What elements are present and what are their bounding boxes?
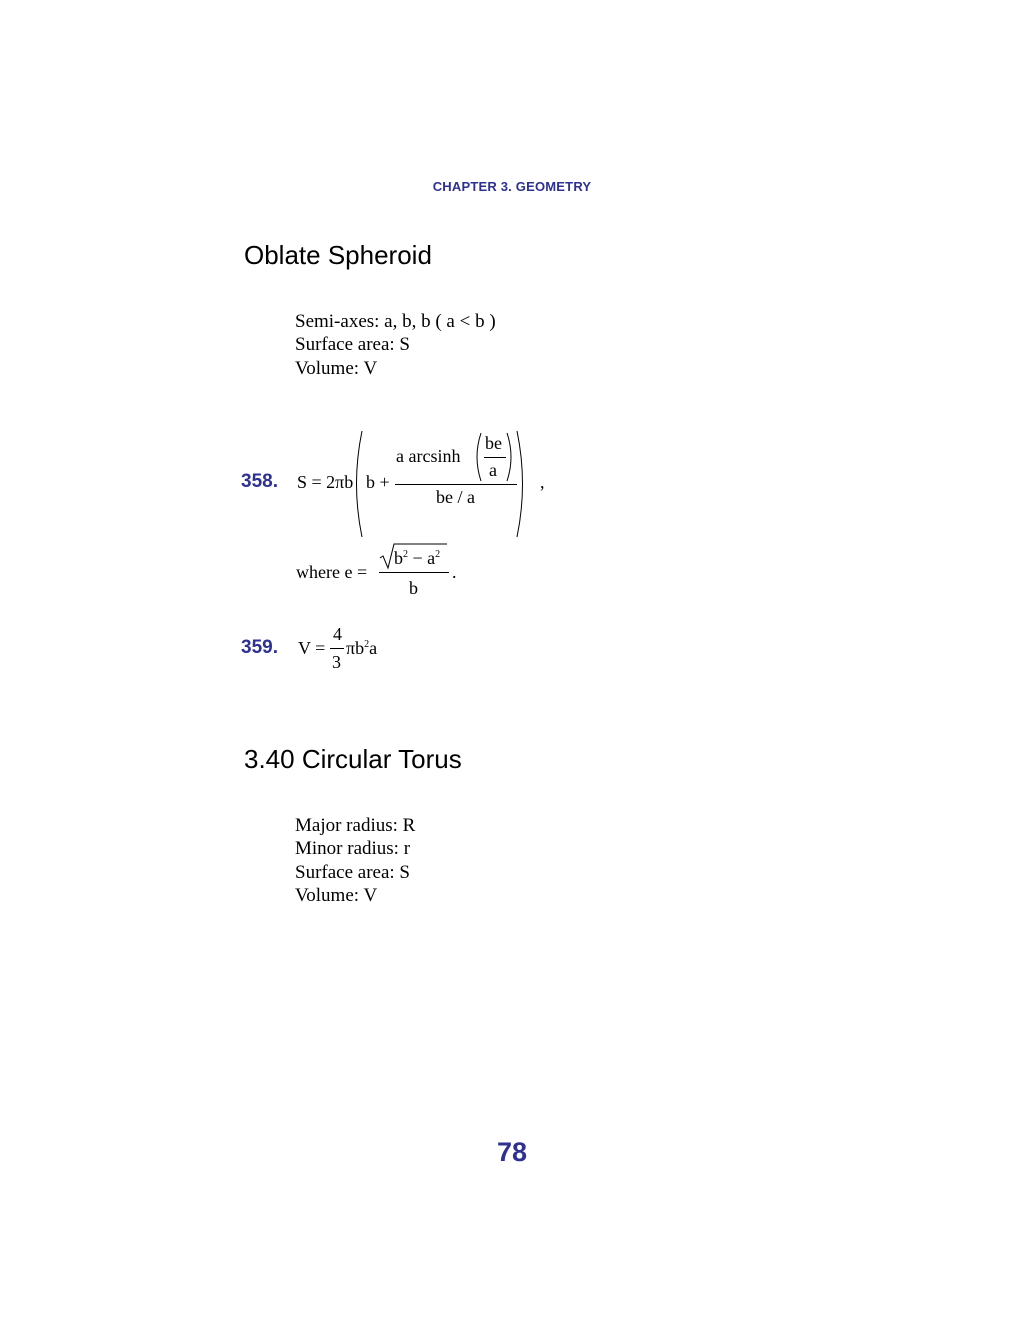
main-fraction-bar [395,484,517,485]
formula-rhs [346,638,377,659]
formula-number: 359. [241,637,278,658]
oblate-definitions [295,310,496,380]
definition-major-radius: Major radius: R [295,815,416,836]
fraction-denominator: 3 [332,652,341,672]
pi-b: πb [346,638,365,658]
e-fraction-bar [379,572,449,573]
b-plus: b + [366,472,390,492]
definition-surface-area: Surface area: S [295,334,410,356]
exponent: 2 [435,549,441,560]
definition-minor-radius: Minor radius: r [295,838,411,860]
fraction-bar [330,648,344,649]
radicand-b: b [394,548,403,568]
big-right-paren [515,430,529,538]
trailing-comma: , [540,472,545,492]
section-title-circular-torus: 3.40 Circular Torus [244,744,462,774]
chapter-header: CHAPTER 3. GEOMETRY [432,179,592,194]
formula-lhs: V = [298,638,326,658]
section-title-oblate-spheroid: Oblate Spheroid [244,240,432,270]
exponent: 2 [364,639,370,650]
sqrt-radicand [394,548,440,569]
period: . [452,562,457,582]
inner-left-paren [472,432,482,482]
definition-semi-axes: Semi-axes: a, b, b ( a < b ) [295,311,496,332]
definition-volume: Volume: V [295,884,378,906]
e-denominator: b [409,578,418,598]
torus-definitions [295,814,415,907]
inner-fraction-bar [484,457,506,458]
formula-number: 358. [241,471,278,492]
numerator-arcsinh: a arcsinh [396,446,461,466]
where-e-equals: where e = [296,562,368,582]
inner-numerator: be [485,433,502,453]
big-left-paren [350,430,364,538]
page-number: 78 [496,1137,528,1167]
definition-surface-area: Surface area: S [295,861,410,883]
definition-volume: Volume: V [295,357,378,379]
main-denominator: be / a [436,487,475,507]
fraction-numerator: 4 [333,624,342,644]
a-term: a [369,638,378,658]
formula-lhs: S = 2πb [297,472,354,492]
exponent: 2 [403,549,408,560]
inner-denominator: a [489,460,497,480]
radicand-minus-a: − a [408,548,436,568]
